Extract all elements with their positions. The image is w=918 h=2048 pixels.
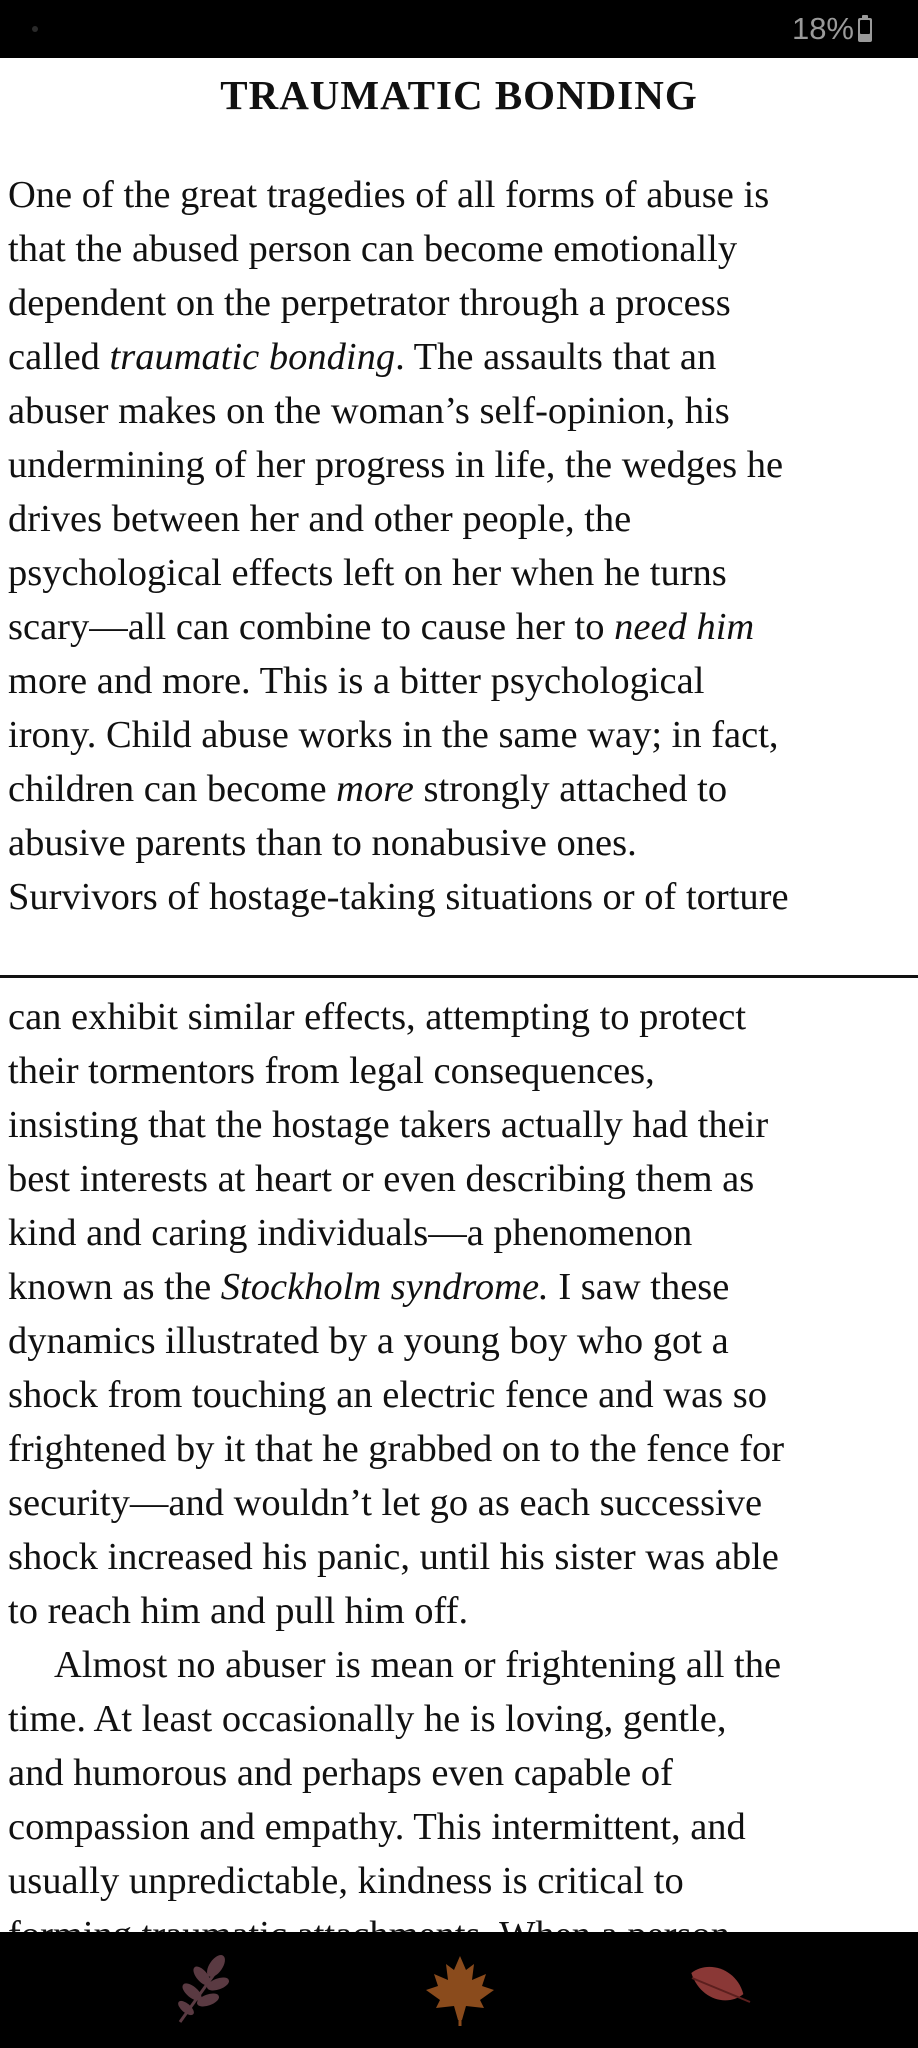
page-1-text [8,168,910,924]
text-run: time. At least occasionally he is loving, gentle, [8,1698,727,1740]
text-run: scary—all can combine to cause her to [8,606,615,648]
text-line [8,1746,910,1800]
text-line [8,1314,910,1368]
text-run: their tormentors from legal consequences, [8,1050,655,1092]
italic-run: Stockholm syndrome. [220,1266,549,1308]
battery-indicator [792,12,872,46]
text-run: I saw these [548,1266,730,1308]
text-line [8,762,910,816]
text-line [8,1260,910,1314]
text-line [8,1422,910,1476]
text-run: called [8,336,110,378]
text-line [8,1530,910,1584]
text-line [8,168,910,222]
text-line [8,1098,910,1152]
chapter-title: TRAUMATIC BONDING [220,72,698,118]
italic-run: traumatic bonding [109,336,396,378]
text-run: One of the great tragedies of all forms of abuse is [8,174,770,216]
text-line [8,384,910,438]
text-run: to reach him and pull him off. [8,1590,469,1632]
reader-page-2[interactable] [0,978,918,1932]
text-run: dynamics illustrated by a young boy who got a [8,1320,729,1362]
text-line [8,1044,910,1098]
text-line [8,1584,910,1638]
page-2-text [8,990,910,1962]
text-run: psychological effects left on her when he turns [8,552,727,594]
text-line [8,816,910,870]
text-run: insisting that the hostage takers actually had their [8,1104,769,1146]
text-line [8,222,910,276]
italic-run: more [336,768,414,810]
text-line [8,1638,910,1692]
text-line [8,1854,910,1908]
paragraph-start: Almost no abuser is mean or frightening all the [54,1644,782,1686]
text-run: usually unpredictable, kindness is critical to [8,1860,684,1902]
text-run: undermining of her progress in life, the wedges he [8,444,784,486]
text-line [8,1368,910,1422]
battery-percent: 18% [791,11,854,46]
text-run: children can become [8,768,337,810]
text-run: that the abused person can become emotionally [8,228,738,270]
italic-run: need him [614,606,755,648]
text-line [8,1692,910,1746]
text-run: security—and wouldn’t let go as each successive [8,1482,763,1524]
text-run: frightened by it that he grabbed on to the fence for [8,1428,785,1470]
text-run: shock increased his panic, until his sister was able [8,1536,779,1578]
text-line [8,1476,910,1530]
text-run: drives between her and other people, the [8,498,632,540]
text-run: Survivors of hostage-taking situations or of torture [8,876,789,918]
text-run: abuser makes on the woman’s self-opinion, his [8,390,730,432]
text-line [8,654,910,708]
battery-icon [858,18,872,42]
text-run: can exhibit similar effects, attempting to protect [8,996,747,1038]
text-line [8,870,910,924]
text-line [8,600,910,654]
reader-page-1[interactable] [0,58,918,975]
text-run: irony. Child abuse works in the same way; in fact, [8,714,779,756]
text-line [8,990,910,1044]
text-line [8,708,910,762]
bottom-toolbar [0,1932,918,2048]
text-run: strongly attached to [413,768,728,810]
text-line [8,546,910,600]
text-line [8,1800,910,1854]
oval-leaf-icon[interactable] [680,1952,756,2028]
status-bar [0,0,918,58]
text-run: abusive parents than to nonabusive ones. [8,822,637,864]
text-line [8,492,910,546]
text-run: known as the [8,1266,221,1308]
maple-leaf-icon[interactable] [422,1952,498,2028]
text-run: shock from touching an electric fence and was so [8,1374,768,1416]
text-line [8,276,910,330]
text-line [8,1206,910,1260]
leaf-twig-icon[interactable] [166,1952,242,2028]
text-run: best interests at heart or even describing them as [8,1158,755,1200]
text-line [8,438,910,492]
text-run: more and more. This is a bitter psychological [8,660,705,702]
text-run: compassion and empathy. This intermittent, and [8,1806,746,1848]
text-run: . The assaults that an [395,336,717,378]
text-line [8,330,910,384]
text-run: and humorous and perhaps even capable of [8,1752,673,1794]
text-run: dependent on the perpetrator through a process [8,282,731,324]
text-line [8,1152,910,1206]
notification-dot-icon [32,26,38,32]
text-run: kind and caring individuals—a phenomenon [8,1212,693,1254]
